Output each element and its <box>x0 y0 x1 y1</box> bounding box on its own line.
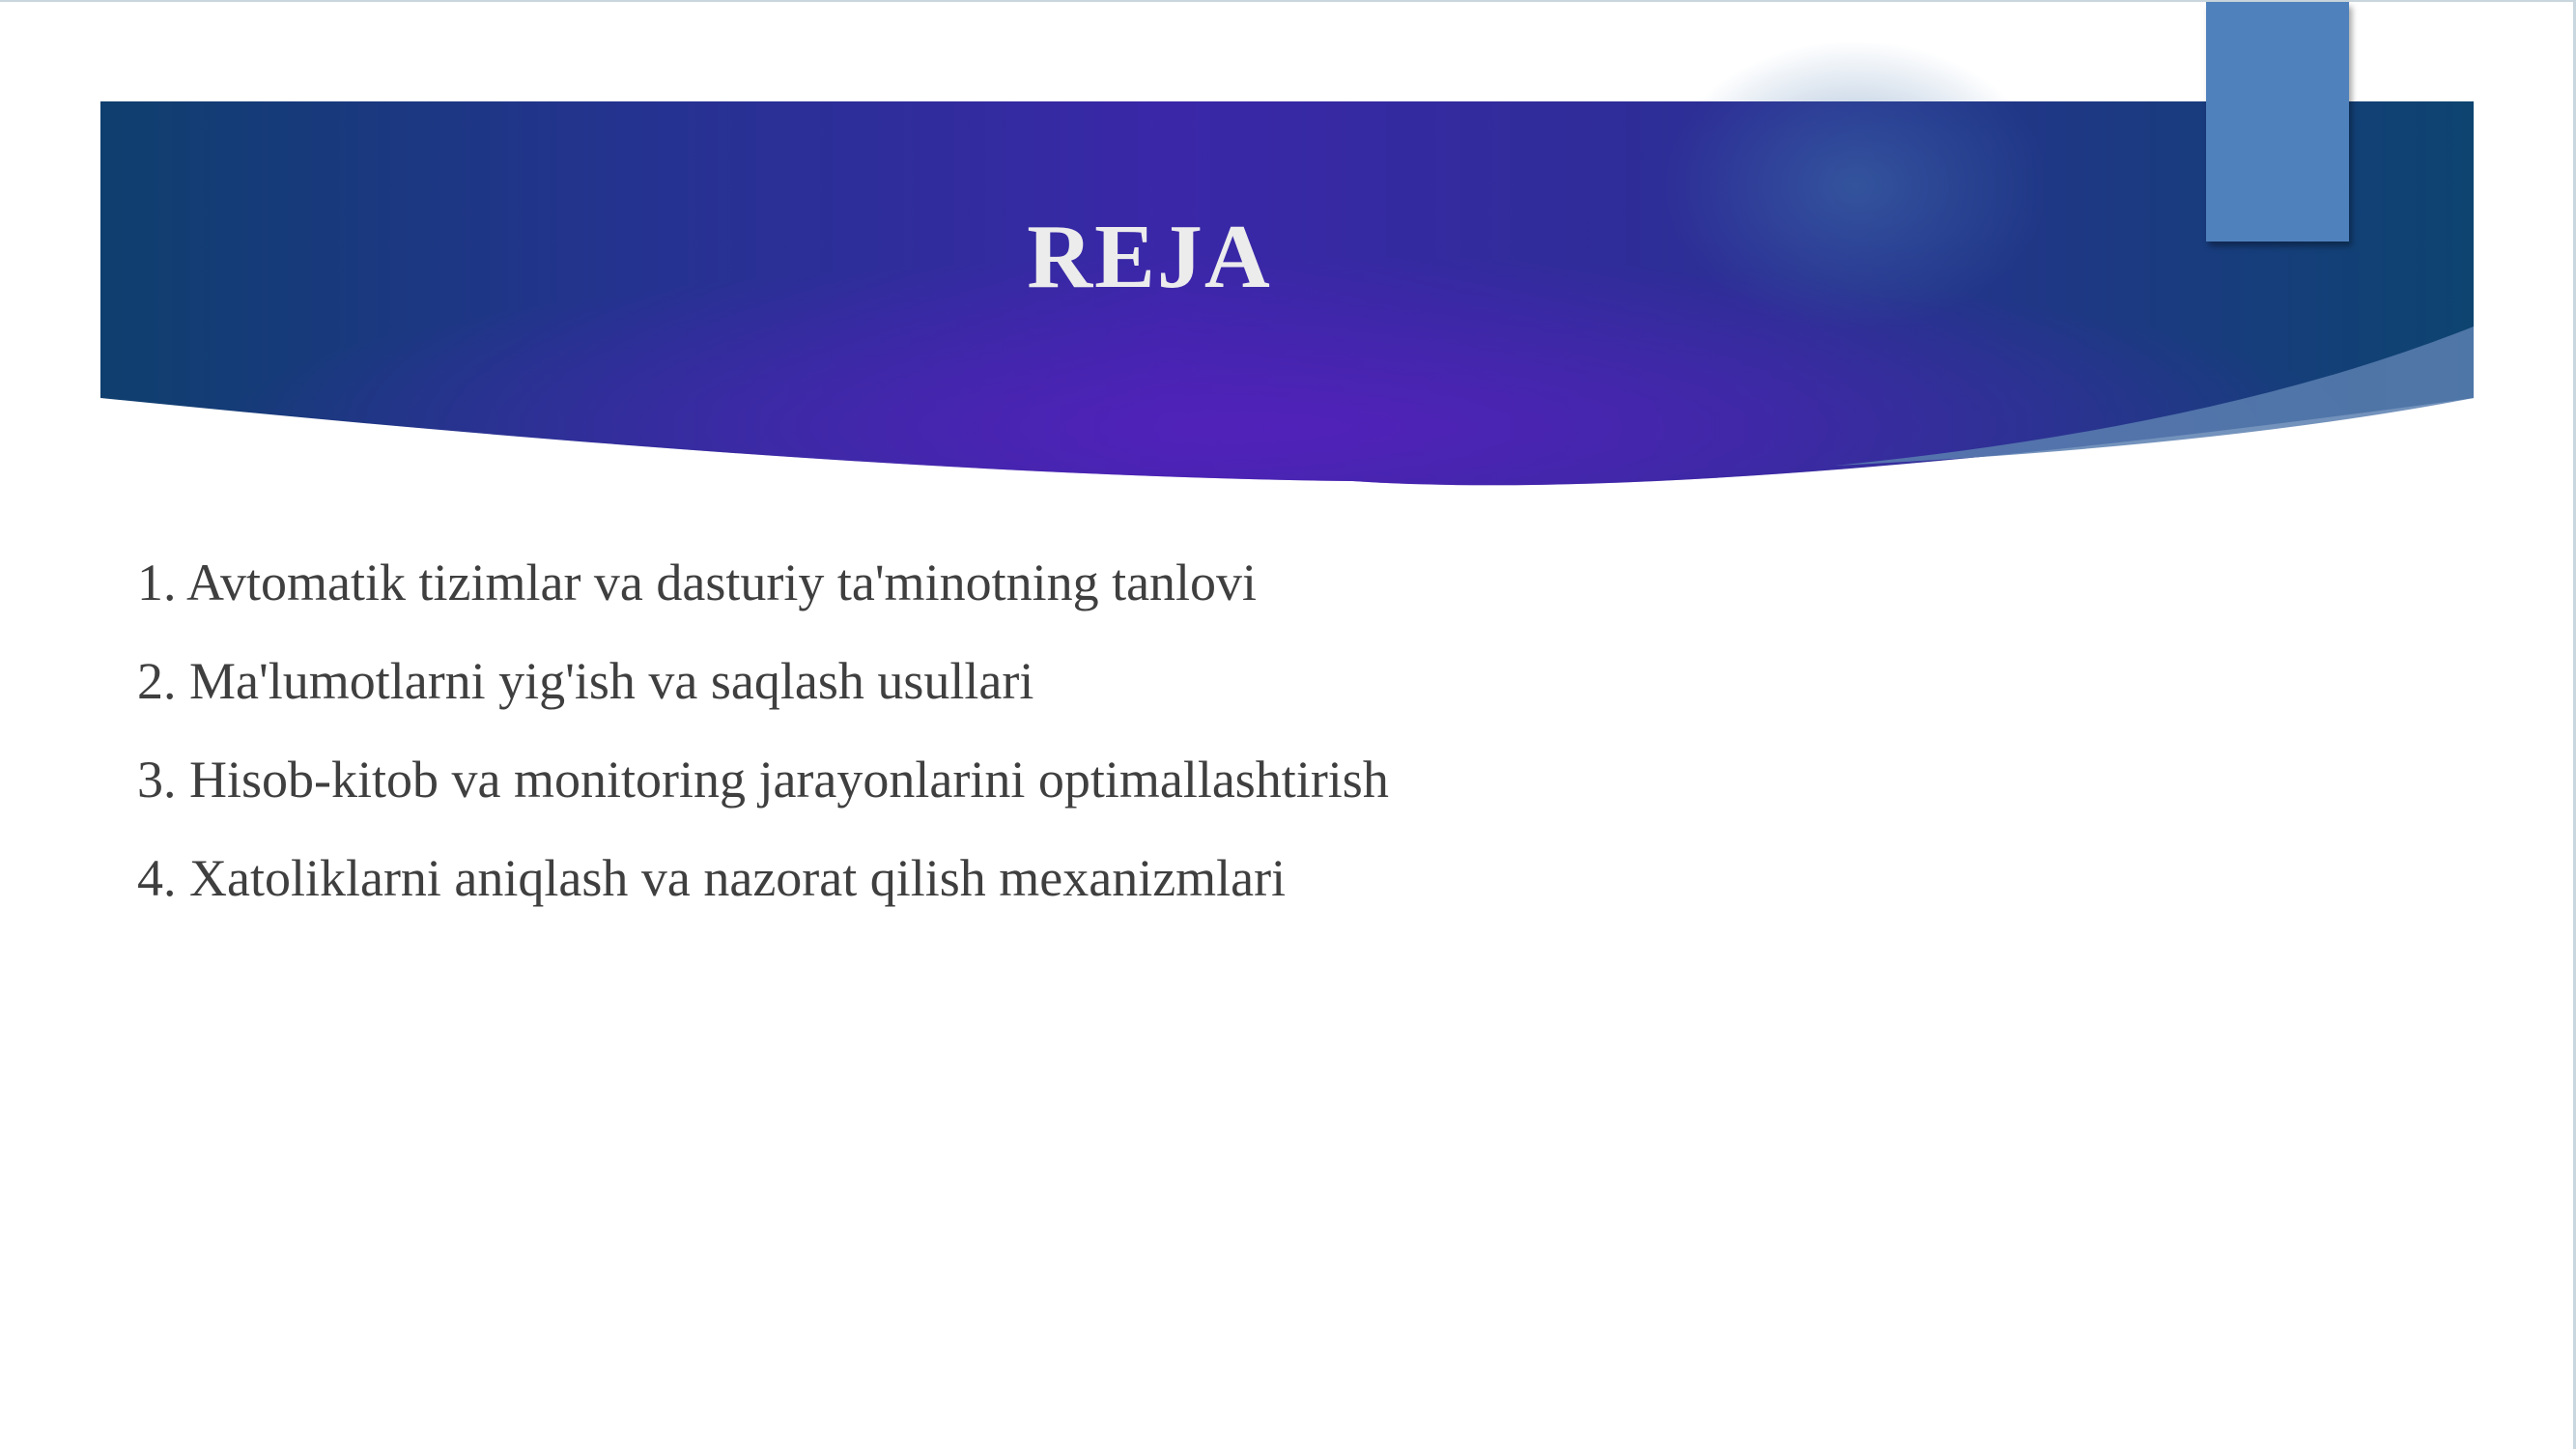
accent-tab <box>2206 2 2349 242</box>
agenda-item: 2. Ma'lumotlarni yig'ish va saqlash usullari <box>137 652 1034 710</box>
agenda-item: 3. Hisob-kitob va monitoring jarayonlarini optimallashtirish <box>137 751 1389 809</box>
banner-soft-light <box>1661 41 2048 330</box>
agenda-list <box>137 533 1389 927</box>
agenda-item: 4. Xatoliklarni aniqlash va nazorat qilish mexanizmlari <box>137 849 1287 907</box>
header-banner <box>0 2 2576 504</box>
agenda-item: 1. Avtomatik tizimlar va dasturiy ta'minotning tanlovi <box>137 554 1258 611</box>
slide-title: REJA <box>1027 207 1272 307</box>
